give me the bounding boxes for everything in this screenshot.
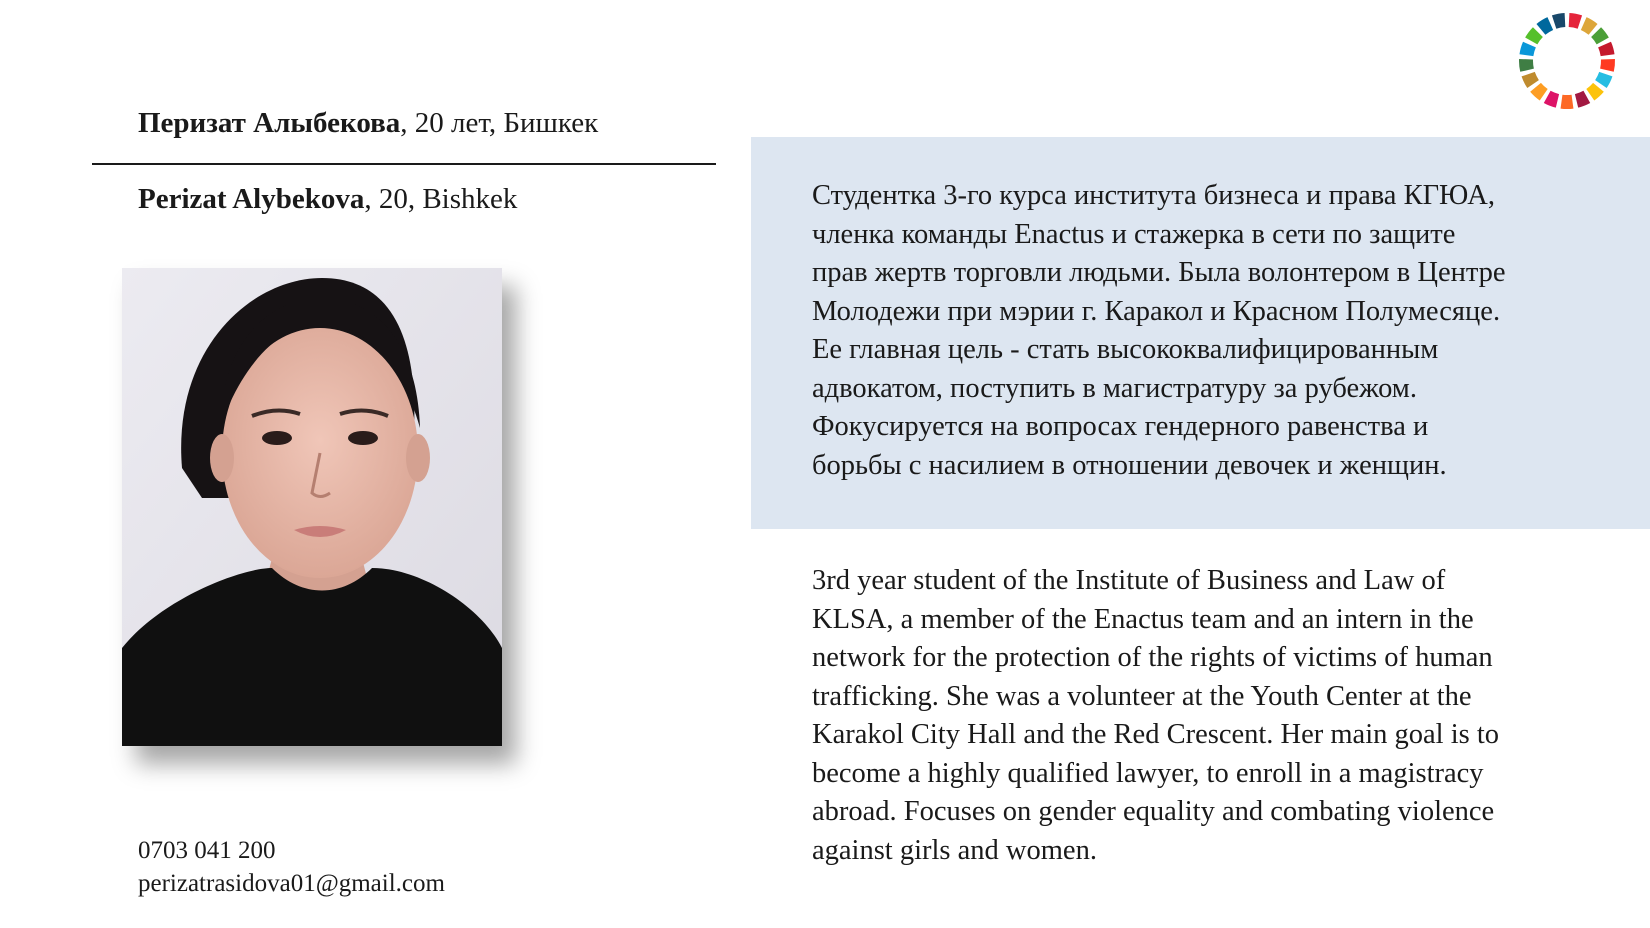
sdg-color-wheel-icon [1517, 11, 1617, 111]
sdg-wheel-segment [1522, 72, 1539, 88]
name-en-bold: Perizat Alybekova [138, 183, 365, 215]
bio-english-text: 3rd year student of the Institute of Business and Law of KLSA, a member of the Enactus team and an intern in the network for the protection of the rights of victims of human trafficking. She was a volunteer at the Youth Center at the Karakol City Hall and the Red Crescent. Her main goal is to become a highly qualified lawyer, to enroll in a magistracy abroad. Focuses on gender equality and combating violence against girls and women. [812, 565, 1499, 866]
sdg-wheel-segment [1598, 42, 1614, 56]
sdg-wheel-segment [1544, 91, 1559, 108]
divider-line [92, 163, 716, 165]
sdg-wheel-segment [1519, 59, 1534, 72]
sdg-wheel-segment [1595, 72, 1612, 88]
bio-russian-text: Студентка 3-го курса института бизнеса и права КГЮА, членка команды Enactus и стажерка в сети по защите прав жертв торговли людьми. Была волонтером в Центре Молодежи при мэрии г. Каракол и Красном Полумесяце. Ее главная цель - стать высококвалифицированным адвокатом, поступить в магистратуру за рубежом. Фокусируется на вопросах гендерного равенства и борьбы с насилием в отношении девочек и женщин. [812, 180, 1506, 481]
phone-number: 0703 041 200 [138, 837, 276, 864]
sdg-wheel-segment [1530, 83, 1547, 101]
sdg-wheel-segment [1525, 27, 1543, 44]
sdg-wheel-segment [1586, 83, 1603, 101]
email-address: perizatrasidova01@gmail.com [138, 870, 445, 897]
sdg-wheel-segment [1600, 59, 1615, 72]
sdg-wheel-segment [1552, 13, 1565, 29]
details-en: , 20, Bishkek [364, 183, 518, 215]
sdg-wheel-segment [1591, 27, 1609, 44]
portrait-illustration [122, 268, 502, 746]
sdg-wheel-segment [1561, 95, 1574, 109]
sdg-wheel-segment [1536, 17, 1553, 35]
contact-info [138, 834, 445, 900]
sdg-wheel-segment [1575, 91, 1590, 108]
sdg-wheel-segment [1569, 13, 1582, 29]
name-ru-bold: Перизат Алыбекова [138, 107, 401, 139]
sdg-wheel-segment [1581, 17, 1598, 35]
name-english [138, 182, 517, 217]
sdg-wheel-segment [1519, 42, 1535, 56]
portrait-photo [122, 268, 502, 746]
name-russian [138, 106, 598, 141]
details-ru: , 20 лет, Бишкек [400, 107, 599, 139]
